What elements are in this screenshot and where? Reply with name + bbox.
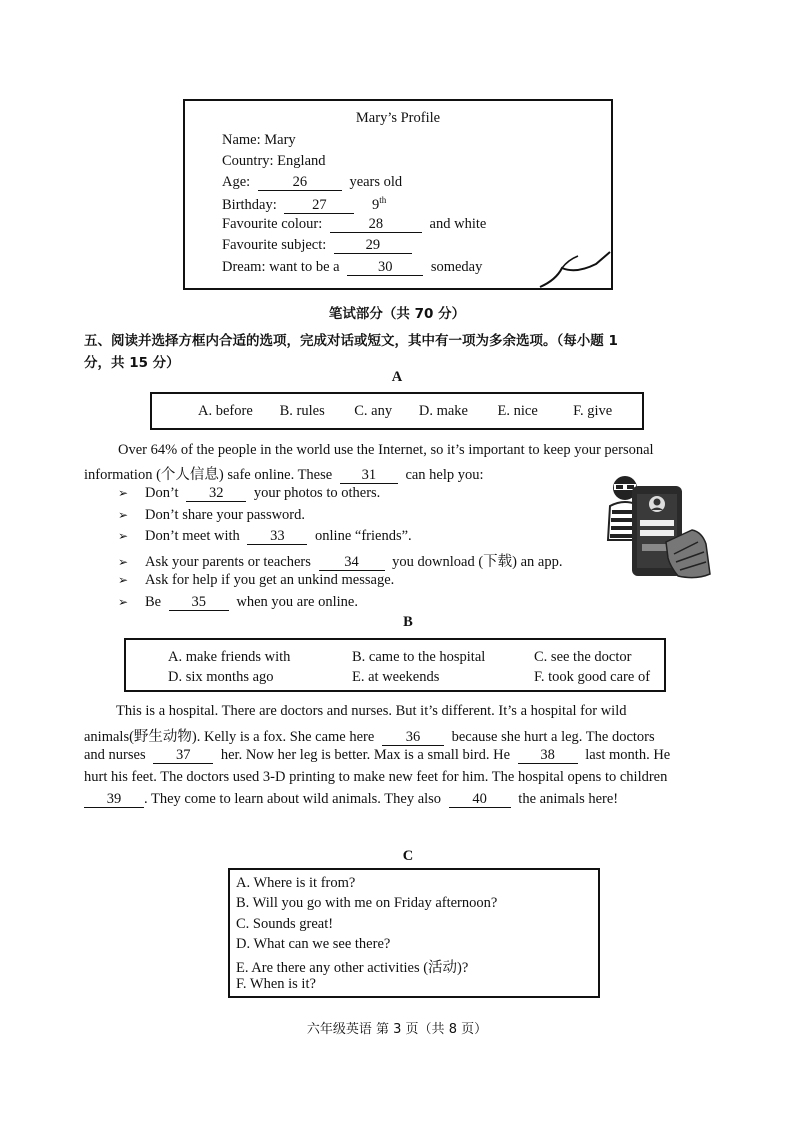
subject-label: Favourite subject:: [222, 237, 327, 253]
profile-age: [222, 174, 402, 191]
arrow-bullet-icon: ➢: [118, 486, 129, 500]
instructions-line-2: 分，共 15 分）: [84, 355, 180, 371]
para2-text-b: can help you:: [405, 467, 484, 483]
bullet-1-pre: Don’t: [145, 485, 179, 501]
bullet-4-post: you download (下载) an app.: [392, 554, 563, 570]
blank-33: 33: [247, 528, 307, 545]
bullet-2: [118, 507, 305, 524]
section-a-options-box: [150, 392, 644, 430]
option-b-f: F. took good care of: [534, 669, 651, 685]
profile-country: Country: England: [222, 153, 326, 169]
profile-subject: [222, 237, 416, 254]
page-footer: 六年级英语 第 3 页（共 8 页）: [306, 1022, 488, 1037]
option-b-d: D. six months ago: [168, 669, 274, 685]
hacker-phone-illustration: [606, 470, 714, 582]
birthday-label: Birthday:: [222, 196, 277, 213]
blank-36: 36: [382, 729, 444, 746]
option-b-b: B. came to the hospital: [352, 649, 486, 665]
option-c-e: E. Are there any other activities (活动)?: [236, 960, 469, 976]
colour-suffix: and white: [429, 216, 487, 232]
profile-birthday: [222, 195, 386, 214]
section-b-line-4: hurt his feet. The doctors used 3-D printing to make new feet for him. The hospital opens to children: [84, 769, 668, 785]
profile-title: Mary’s Profile: [355, 110, 441, 126]
written-section-title: 笔试部分（共 70 分）: [328, 306, 466, 322]
bullet-6-pre: Be: [145, 594, 162, 610]
section-a-para-line-2: [84, 463, 484, 484]
section-c-label: C: [402, 848, 414, 864]
option-b-c: C. see the doctor: [534, 649, 632, 665]
option-f: F. give: [573, 403, 613, 419]
bullet-3: [118, 528, 412, 545]
profile-name: Name: Mary: [222, 132, 296, 148]
section-b-line-5: [84, 791, 618, 808]
instructions-line-1: 五、阅读并选择方框内合适的选项，完成对话或短文，其中有一项为多余选项。（每小题 1: [84, 333, 618, 349]
bullet-4-pre: Ask your parents or teachers: [145, 554, 311, 570]
option-e: E. nice: [497, 403, 538, 419]
bullet-3-pre: Don’t meet with: [145, 528, 240, 544]
colour-label: Favourite colour:: [222, 216, 323, 232]
option-c-f: F. When is it?: [236, 976, 316, 992]
section-a-options-row: [198, 403, 612, 420]
bullet-1-post: your photos to others.: [253, 485, 381, 501]
b-line3-b: her. Now her leg is better. Max is a small bird. He: [220, 747, 511, 763]
blank-39: 39: [84, 791, 144, 808]
age-suffix: years old: [349, 174, 403, 190]
option-b-a: A. make friends with: [168, 649, 291, 665]
profile-colour: [222, 216, 486, 233]
option-a: A. before: [198, 403, 253, 419]
option-b: B. rules: [279, 403, 325, 419]
option-c-a: A. Where is it from?: [236, 875, 356, 891]
blank-35: 35: [169, 594, 229, 611]
blank-32: 32: [186, 485, 246, 502]
age-label: Age:: [222, 174, 251, 190]
blank-26: 26: [258, 174, 342, 191]
bullet-5: [118, 572, 394, 589]
section-a-para-line-1: Over 64% of the people in the world use the Internet, so it’s important to keep your personal: [118, 442, 654, 458]
dream-label: Dream: want to be a: [222, 259, 340, 275]
arrow-bullet-icon: ➢: [118, 529, 129, 543]
bullet-2-text: Don’t share your password.: [145, 507, 306, 523]
arrow-bullet-icon: ➢: [118, 508, 129, 522]
option-b-e: E. at weekends: [352, 669, 440, 685]
para2-text-a: information (个人信息) safe online. These: [84, 467, 333, 483]
option-c-c: C. Sounds great!: [236, 916, 334, 932]
section-b-options-box: [124, 638, 666, 692]
section-c-options-box: [228, 868, 600, 998]
b-line2-a: animals(野生动物). Kelly is a fox. She came here: [84, 729, 375, 745]
bullet-1: [118, 485, 380, 502]
arrow-bullet-icon: ➢: [118, 573, 129, 587]
option-c: C. any: [354, 403, 393, 419]
bullet-4: [118, 550, 562, 571]
blank-34: 34: [319, 554, 385, 571]
blank-37: 37: [153, 747, 213, 764]
section-b-line-2: [84, 725, 655, 746]
dream-suffix: someday: [430, 259, 483, 275]
birthday-sup: th: [379, 195, 387, 205]
blank-40: 40: [449, 791, 511, 808]
birthday-day: 9: [372, 196, 380, 213]
option-d: D. make: [418, 403, 468, 419]
bullet-6-post: when you are online.: [236, 594, 358, 610]
arrow-bullet-icon: ➢: [118, 555, 129, 569]
b-line5-a: . They come to learn about wild animals. They also: [144, 791, 442, 807]
blank-29: 29: [334, 237, 412, 254]
section-b-line-1: This is a hospital. There are doctors and nurses. But it’s different. It’s a hospital for wild: [116, 703, 627, 719]
blank-30: 30: [347, 259, 423, 276]
option-c-b: B. Will you go with me on Friday afternoon?: [236, 895, 498, 911]
bullet-6: [118, 594, 358, 611]
bullet-5-text: Ask for help if you get an unkind message.: [145, 572, 395, 588]
b-line5-b: the animals here!: [518, 791, 619, 807]
blank-31: 31: [340, 467, 398, 484]
section-a-label: A: [391, 369, 403, 385]
bullet-3-post: online “friends”.: [315, 528, 412, 544]
section-b-line-3: [84, 747, 670, 764]
page-curl-icon: [538, 250, 614, 290]
b-line2-b: because she hurt a leg. The doctors: [451, 729, 655, 745]
profile-dream: [222, 259, 482, 276]
b-line3-c: last month. He: [585, 747, 671, 763]
blank-27: 27: [284, 197, 354, 214]
section-b-label: B: [403, 614, 413, 630]
option-c-d: D. What can we see there?: [236, 936, 391, 952]
b-line3-a: and nurses: [84, 747, 146, 763]
blank-38: 38: [518, 747, 578, 764]
arrow-bullet-icon: ➢: [118, 595, 129, 609]
blank-28: 28: [330, 216, 422, 233]
